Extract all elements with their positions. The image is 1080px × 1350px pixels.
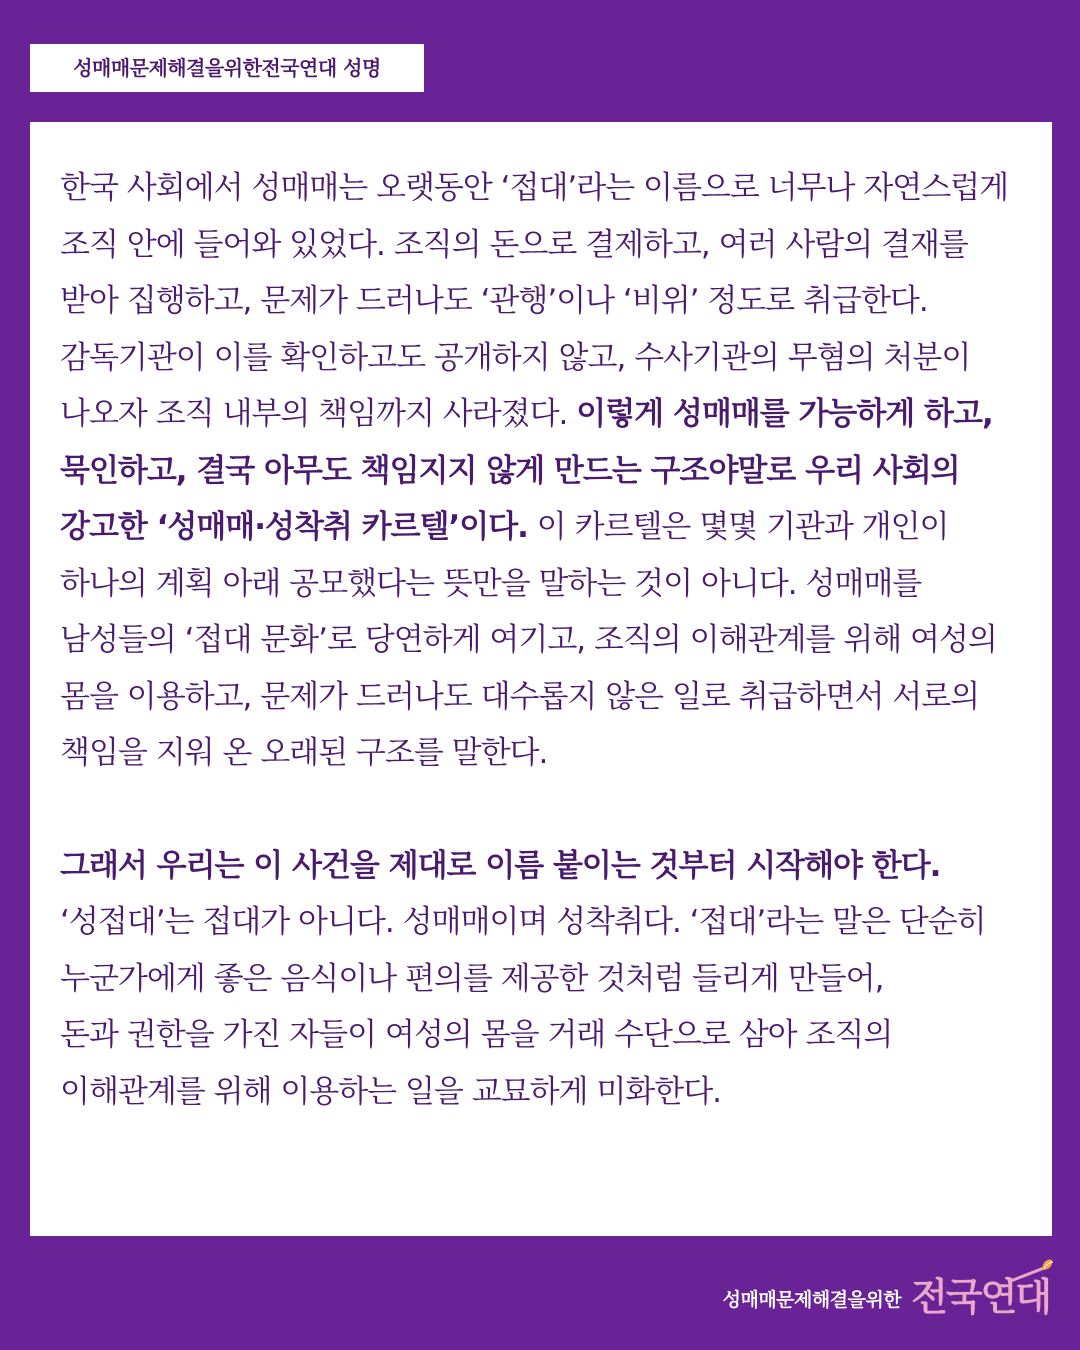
org-name-prefix: 성매매문제해결을위한 [722,1289,902,1311]
paragraph-1-text-b: 이 카르텔은 몇몇 기관과 개인이 하나의 계획 아래 공모했다는 뜻만을 말하는 것이 아니다. 성매매를 남성들의 ‘접대 문화’로 당연하게 여기고, 조직의 이해관계를 위해 여성의 몸을 이용하고, 문제가 드러나도 대수롭지 않은 일로 취급하면서 서로의 책임을 지워 온 오래된 구조를 말한다. [60,509,997,771]
paragraph-2-text-b: 돈과 권한을 가진 자들이 여성의 몸을 거래 수단으로 삼아 조직의 [60,1017,893,1053]
statement-card [30,122,1052,1236]
statement-paragraph-2 [60,838,1022,1121]
paragraph-spacer [60,782,1022,838]
org-logo [911,1274,1050,1320]
footer-brand [723,1274,1050,1320]
paragraph-1-emphasis: 이렇게 성매매를 가능하게 하고, 묵인하고, 결국 아무도 책임지지 않게 만드는 구조야말로 우리 사회의 강고한 ‘성매매·성착취 카르텔’이다. [60,396,993,545]
org-logo-text: 전국연대 [911,1275,1050,1319]
bird-icon [1006,1256,1056,1286]
paragraph-1-text-a: 한국 사회에서 성매매는 오랫동안 ‘접대’라는 이름으로 너무나 자연스럽게 조직 안에 들어와 있었다. 조직의 돈으로 결제하고, 여러 사람의 결재를 받아 집행하고, 문제가 드러나도 ‘관행’이나 ‘비위’ 정도로 취급한다. 감독기관이 이를 확인하고도 공개하지 않고, 수사기관의 무혐의 처분이 나오자 조직 내부의 책임까지 사라졌다. [60,170,1009,432]
statement-paragraph-1 [60,160,1022,782]
statement-tag: 성매매문제해결을위한전국연대 성명 [30,44,424,92]
paragraph-2-text-a: ‘성접대’는 접대가 아니다. 성매매이며 성착취다. ‘접대’라는 말은 단순히 누군가에게 좋은 음식이나 편의를 제공한 것처럼 들리게 만들어, [60,904,986,997]
paragraph-2-heading: 그래서 우리는 이 사건을 제대로 이름 붙이는 것부터 시작해야 한다. [60,847,941,884]
paragraph-2-text-c: 이해관계를 위해 이용하는 일을 교묘하게 미화한다. [60,1073,721,1110]
